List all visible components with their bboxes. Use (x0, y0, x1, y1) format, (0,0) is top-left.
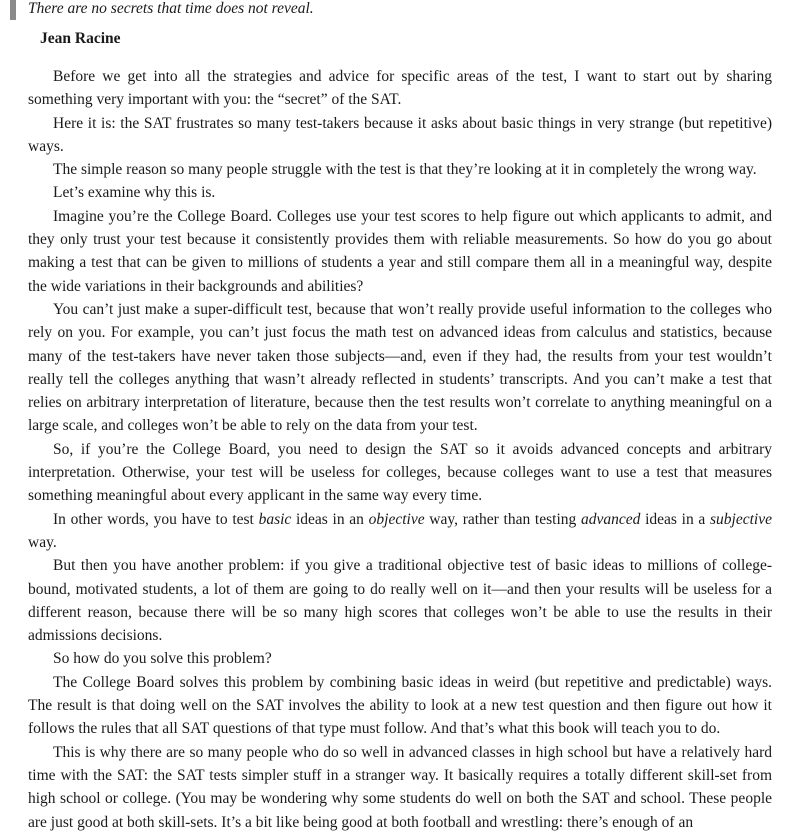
emphasis-text: way. (28, 533, 57, 551)
paragraph: The College Board solves this problem by combining basic ideas in weird (but repetitive and predictable) ways. The result is that doing well on the SAT involves the ability to look at a new test question and then figure out how it follows the rules that all SAT questions of that type must follow. And that’s what this book will teach you to do. (28, 673, 772, 738)
emphasis-word: advanced (580, 510, 641, 528)
paragraph: Imagine you’re the College Board. Colleges use your test scores to help figure out which applicants to admit, and they only trust your test because it consistently provides them with reliable measurements. So how do you go about making a test that can be given to millions of students a year and still compare them all in a meaningful way, despite the wide variations in their backgrounds and abilities? (28, 207, 772, 295)
paragraph: Here it is: the SAT frustrates so many test-takers because it asks about basic things in very strange (but repetitive) ways. (28, 114, 772, 155)
paragraph: The simple reason so many people struggle with the test is that they’re looking at it in completely the wrong way. (53, 161, 757, 179)
emphasis-text: ideas in a (640, 510, 710, 528)
body-text (28, 65, 772, 834)
emphasis-word: objective (368, 510, 425, 528)
paragraph: So how do you solve this problem? (53, 650, 272, 668)
emphasis-word: basic (258, 510, 292, 528)
paragraph: So, if you’re the College Board, you need to design the SAT so it avoids advanced concepts and arbitrary interpretation. Otherwise, your test will be useless for colleges, because colleges want to use a test that measures something meaningful about every applicant in the same way every time. (28, 440, 772, 505)
emphasis-text: ideas in an (291, 510, 369, 528)
emphasis-word: subjective (709, 510, 772, 528)
paragraph: Let’s examine why this is. (53, 184, 216, 202)
emphasis-text: In other words, you have to test (53, 510, 259, 528)
paragraph: This is why there are so many people who do so well in advanced classes in high school but have a relatively hard time with the SAT: the SAT tests simpler stuff in a stranger way. It basically requires a totally different skill-set from high school or college. (You may be wondering why some students do well on both the SAT and school. These people are just good at both skill-sets. It’s a bit like being good at both football and wrestling: there’s enough of an (28, 743, 772, 831)
emphasis-text: way, rather than testing (424, 510, 581, 528)
emphasis-paragraph (28, 508, 772, 555)
epigraph-bar (10, 0, 16, 20)
epigraph-author: Jean Racine (40, 30, 121, 47)
epigraph-quote: There are no secrets that time does not reveal. (28, 0, 314, 17)
paragraph: Before we get into all the strategies and advice for specific areas of the test, I want to start out by sharing something very important with you: the “secret” of the SAT. (28, 68, 772, 109)
paragraph: You can’t just make a super-difficult test, because that won’t really provide useful information to the colleges who rely on you. For example, you can’t just focus the math test on advanced ideas from calculus and statistics, because many of the test-takers have never taken those subjects—and, even if they had, the results from your test wouldn’t really tell the colleges anything that wasn’t already reflected in students’ transcripts. And you can’t make a test that relies on arbitrary interpretation of literature, because then the test results won’t correlate to anything meaningful on a large scale, and colleges won’t be able to rely on the data from your test. (28, 300, 772, 435)
paragraph: But then you have another problem: if you give a traditional objective test of basic ideas to millions of college-bound, motivated students, a lot of them are going to do really well on it—and then your results will be useless for a different reason, because there will be so many high scores that colleges won’t be able to use the results in their admissions decisions. (28, 557, 772, 645)
